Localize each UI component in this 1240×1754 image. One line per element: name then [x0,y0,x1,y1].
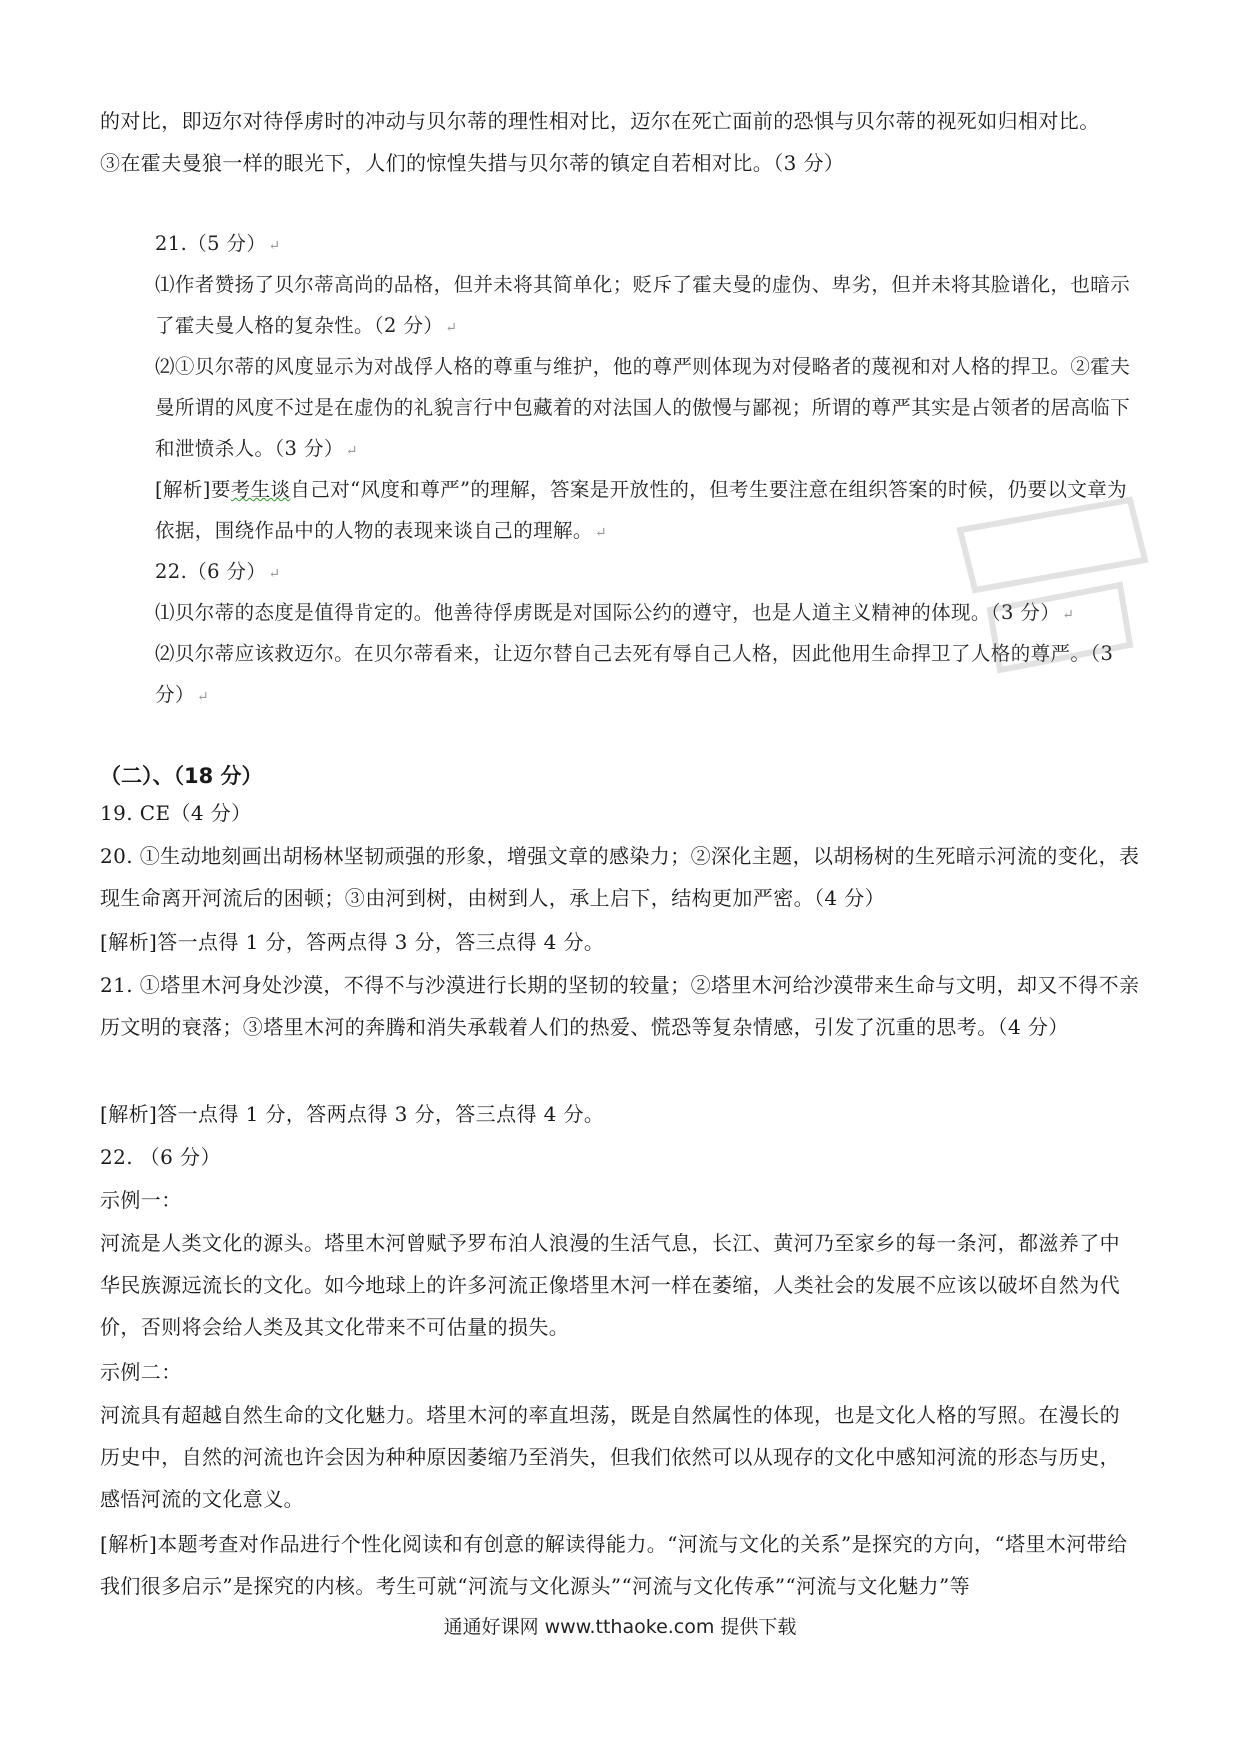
example-2-label: 示例二： [100,1360,182,1384]
q21-analysis: [解析]要考生谈自己对“风度和尊严”的理解，答案是开放性的，但考生要注意在组织答案的时候，仍要以文章为依据，围绕作品中的人物的表现来谈自己的理解。 ↵ [155,478,1128,542]
top-line-2: ③在霍夫曼狼一样的眼光下，人们的惊惶失措与贝尔蒂的镇定自若相对比。（3 分） [100,151,845,175]
q21-section2-answer: 21. ①塔里木河身处沙漠，不得不与沙漠进行长期的坚韧的较量；②塔里木河给沙漠带来生命与文明，却又不得不亲历文明的衰落；③塔里木河的奔腾和消失承载着人们的热爱、慌恐等复杂情感，引发了沉重的思考。（4 分） [100,973,1140,1039]
q20-analysis: [解析]答一点得 1 分，答两点得 3 分，答三点得 4 分。 [100,930,605,954]
q22-answer-1: ⑴贝尔蒂的态度是值得肯定的。他善待俘虏既是对国际公约的遵守，也是人道主义精神的体现。（3 分） ↵ [155,601,1075,624]
spellcheck-underline: 考生谈 [230,478,291,501]
watermark-stamp-icon [930,470,1170,700]
page-footer: 通通好课网 www.tthaoke.com 提供下载 [443,1616,797,1638]
example-2-text: 河流具有超越自然生命的文化魅力。塔里木河的率直坦荡，既是自然属性的体现，也是文化人格的写照。在漫长的历史中，自然的河流也许会因为种种原因萎缩乃至消失，但我们依然可以从现存的文化中感知河流的形态与历史，感悟河流的文化意义。 [100,1403,1120,1511]
q22-section2-analysis: [解析]本题考查对作品进行个性化阅读和有创意的解读得能力。“河流与文化的关系”是探究的方向，“塔里木河带给我们很多启示”是探究的内核。考生可就“河流与文化源头”“河流与文化传承”“河流与文化魅力”等 [100,1532,1128,1598]
q22-section2-heading: 22. （6 分） [100,1145,221,1169]
top-line-1: 的对比，即迈尔对待俘虏时的冲动与贝尔蒂的理性相对比，迈尔在死亡面前的恐惧与贝尔蒂的视死如归相对比。 [100,109,1100,133]
q21-answer-2: ⑵①贝尔蒂的风度显示为对战俘人格的尊重与维护，他的尊严则体现为对侵略者的蔑视和对人格的捍卫。②霍夫曼所谓的风度不过是在虚伪的礼貌言行中包藏着的对法国人的傲慢与鄙视；所谓的尊严其实是占领者的居高临下和泄愤杀人。（3 分） ↵ [155,355,1131,460]
top-paragraph [100,100,1140,184]
example-1-text: 河流是人类文化的源头。塔里木河曾赋予罗布泊人浪漫的生活气息，长江、黄河乃至家乡的每一条河，都滋养了中华民族源远流长的文化。如今地球上的许多河流正像塔里木河一样在萎缩，人类社会的发展不应该以破坏自然为代价，否则将会给人类及其文化带来不可估量的损失。 [100,1231,1120,1339]
example-1-label: 示例一： [100,1188,182,1212]
q21-section2-analysis: [解析]答一点得 1 分，答两点得 3 分，答三点得 4 分。 [100,1102,605,1126]
section-header: （二）、（18 分） [100,764,263,788]
q19-answer: 19. CE（4 分） [100,801,252,825]
q20-answer: 20. ①生动地刻画出胡杨林坚韧顽强的形象，增强文章的感染力；②深化主题，以胡杨树的生死暗示河流的变化，表现生命离开河流后的困顿；③由河到树，由树到人，承上启下，结构更加严密。（4 分） [100,844,1140,910]
q21-answer-1: ⑴作者赞扬了贝尔蒂高尚的品格，但并未将其简单化；贬斥了霍夫曼的虚伪、卑劣，但并未将其脸谱化，也暗示了霍夫曼人格的复杂性。（2 分） ↵ [155,273,1131,337]
q22-heading: 22.（6 分） ↵ [155,560,281,583]
q21-heading: 21.（5 分） ↵ [155,232,281,255]
q22-answer-2: ⑵贝尔蒂应该救迈尔。在贝尔蒂看来，让迈尔替自己去死有辱自己人格，因此他用生命捍卫了人格的尊严。（3 分） ↵ [155,642,1114,706]
